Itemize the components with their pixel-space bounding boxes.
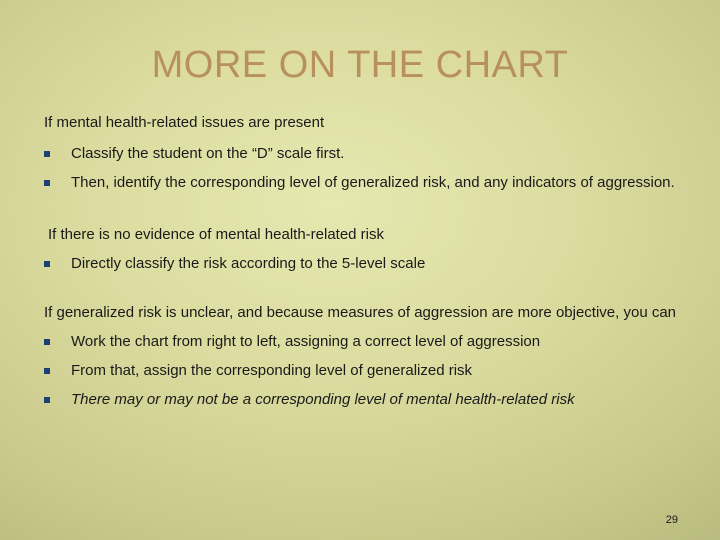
bullet-icon xyxy=(44,261,50,267)
bullet-item xyxy=(44,144,684,164)
bullet-text: Classify the student on the “D” scale first. xyxy=(71,145,345,162)
bullet-text: Directly classify the risk according to the 5-level scale xyxy=(71,255,426,272)
bullet-text: From that, assign the corresponding level of generalized risk xyxy=(71,362,473,379)
bullet-item xyxy=(44,390,684,410)
slide-title: MORE ON THE CHART xyxy=(151,44,569,86)
section-heading: If mental health-related issues are present xyxy=(44,114,325,131)
slide-content xyxy=(44,113,684,410)
bullet-text: Then, identify the corresponding level of generalized risk, and any indicators of aggression. xyxy=(71,174,675,191)
page-number: 29 xyxy=(665,514,678,526)
bullet-list xyxy=(44,332,684,410)
bullet-icon xyxy=(44,180,50,186)
bullet-item xyxy=(44,361,684,381)
bullet-icon xyxy=(44,368,50,374)
bullet-item xyxy=(44,173,684,193)
bullet-item xyxy=(44,254,684,274)
section-heading: If generalized risk is unclear, and because measures of aggression are more objective, you can xyxy=(44,304,677,321)
bullet-item xyxy=(44,332,684,352)
bullet-icon xyxy=(44,339,50,345)
bullet-icon xyxy=(44,397,50,403)
bullet-list xyxy=(44,254,684,274)
bullet-text: There may or may not be a corresponding level of mental health-related risk xyxy=(71,391,575,408)
bullet-text: Work the chart from right to left, assigning a correct level of aggression xyxy=(71,333,541,350)
bullet-list xyxy=(44,144,684,193)
bullet-icon xyxy=(44,151,50,157)
section-heading: If there is no evidence of mental health-related risk xyxy=(48,226,385,243)
